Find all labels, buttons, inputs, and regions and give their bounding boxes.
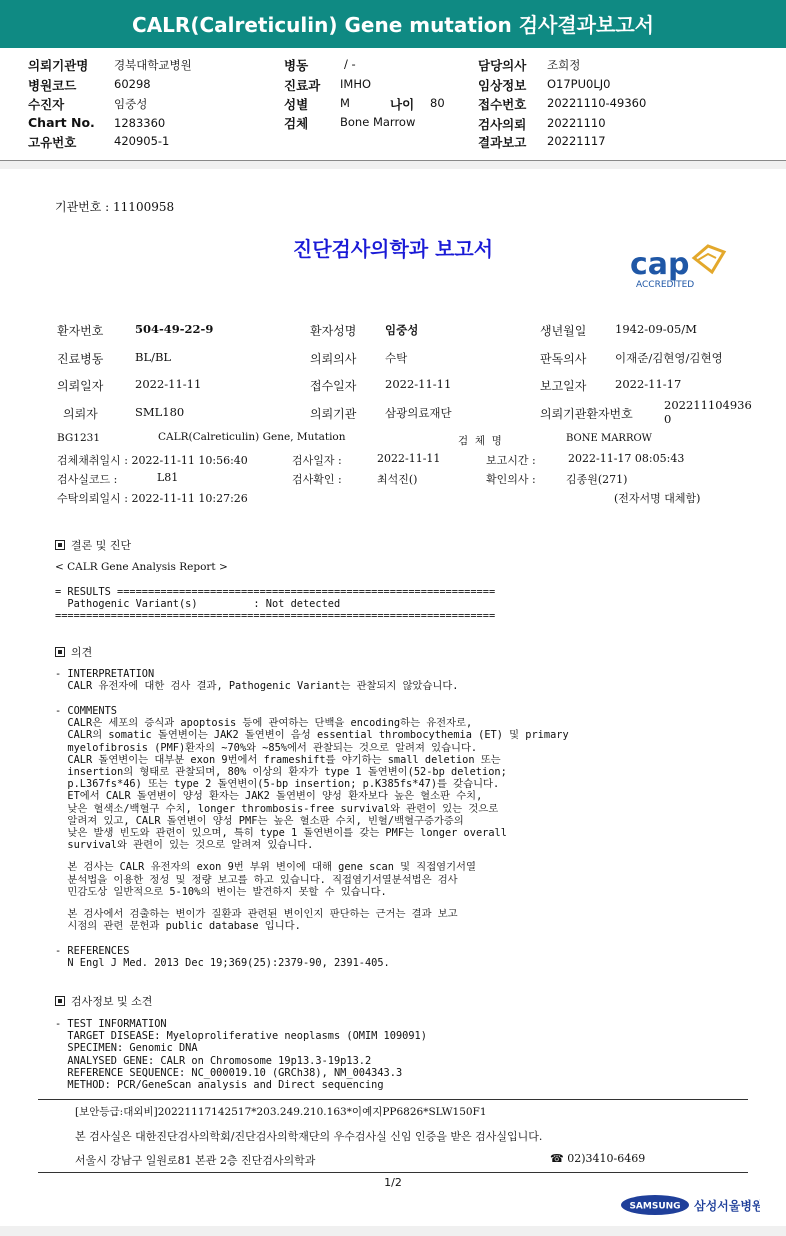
- comments-line: 낮은 발생 빈도와 관련이 있으며, 특히 type 1 돌연변이를 갖는 PMF는 longer overall: [55, 827, 507, 840]
- report-header-title: CALR(Calreticulin) Gene mutation 검사결과보고서: [0, 0, 786, 48]
- section-heading: [55, 537, 131, 553]
- patient-value: 수탁: [385, 351, 408, 365]
- results-line: Pathogenic Variant(s) : Not detected: [55, 598, 341, 611]
- test-info-line: TARGET DISEASE: Myeloproliferative neoplasms (OMIM 109091): [55, 1030, 427, 1043]
- info-value: 경북대학교병원: [114, 58, 192, 72]
- patient-label: 보고일자: [540, 379, 587, 393]
- patient-label: 진료병동: [57, 352, 104, 366]
- results-line: =======================================================================: [55, 610, 496, 623]
- test-meta-text: (전자서명 대체함): [614, 492, 701, 505]
- info-value: M: [340, 96, 350, 110]
- cap-accredited-logo: [628, 242, 738, 292]
- section-divider: [0, 161, 786, 169]
- comments-line: ET에서 CALR 돌연변이 양성 환자는 JAK2 돌연변이 양성 환자보다 높은 혈소판 수치,: [55, 790, 483, 803]
- specimen-label: 검 체 명: [458, 435, 502, 447]
- lab-phone: ☎ 02)3410-6469: [550, 1152, 646, 1165]
- square-bullet-icon: [55, 996, 65, 1006]
- patient-label: 생년월일: [540, 324, 587, 338]
- lab-address: 서울시 강남구 일원로81 본관 2층 진단검사의학과: [75, 1154, 316, 1167]
- info-label: 임상정보: [478, 78, 527, 93]
- results-line: = RESULTS =============================================================: [55, 586, 496, 598]
- square-bullet-icon: [55, 540, 65, 550]
- comments-line: p.L367fs*46) 또는 type 2 돌연변이(5-bp insertion; p.K385fs*47)를 갖습니다.: [55, 778, 500, 791]
- patient-label: 의뢰일자: [57, 379, 104, 393]
- patient-value: 202211104936: [664, 398, 752, 412]
- info-value: 20221117: [547, 134, 606, 148]
- comments-line: 시점의 관련 문헌과 public database 입니다.: [55, 920, 301, 933]
- section-title: 검사정보 및 소견: [71, 995, 153, 1008]
- footer-divider: [38, 1099, 748, 1100]
- report-title: 진단검사의학과 보고서: [292, 237, 494, 261]
- references-line: N Engl J Med. 2013 Dec 19;369(25):2379-90, 2391-405.: [55, 957, 390, 970]
- test-meta-text: 확인의사 :: [486, 473, 536, 486]
- info-value: 420905-1: [114, 134, 170, 148]
- info-value: 20221110: [547, 116, 606, 130]
- patient-label: 의뢰자: [63, 407, 98, 421]
- info-label: 수진자: [28, 97, 65, 112]
- security-line: [보안등급:대외비]20221117142517*203.249.210.163*이예지PP6826*SLW150F1: [75, 1106, 487, 1118]
- test-meta-text: 수탁의뢰일시 : 2022-11-11 10:27:26: [57, 492, 248, 505]
- test-meta-text: 검사실코드 :: [57, 473, 118, 486]
- patient-label: 접수일자: [310, 379, 357, 393]
- patient-value: 2022-11-17: [615, 377, 682, 391]
- comments-line: 알려져 있고, CALR 돌연변이 양성 PMF는 높은 혈소판 수치, 빈혈/백혈구증가증의: [55, 814, 464, 827]
- top-info-panel: [0, 48, 786, 161]
- test-code: BG1231: [57, 432, 101, 444]
- patient-label: 의뢰기관환자번호: [540, 407, 633, 421]
- test-info-line: ANALYSED GENE: CALR on Chromosome 19p13.3-19p13.2: [55, 1054, 372, 1067]
- patient-value: 이재준/김현영/김현영: [615, 351, 723, 365]
- info-label: 의뢰기관명: [28, 58, 89, 73]
- cap-logo-sub: ACCREDITED: [636, 280, 695, 290]
- comments-block: [55, 705, 569, 932]
- comments-line: survival와 관련이 있는 것으로 알려져 있습니다.: [55, 839, 314, 852]
- info-value: 조희정: [547, 58, 581, 72]
- bottom-bar: [0, 1226, 786, 1236]
- patient-value: 2022-11-11: [135, 377, 202, 391]
- info-value: 80: [430, 96, 445, 110]
- test-info-line: REFERENCE SEQUENCE: NC_000019.10 (GRCh38), NM_004343.3: [55, 1066, 403, 1079]
- specimen-value: BONE MARROW: [566, 433, 652, 444]
- comments-line: CALR의 somatic 돌연변이는 JAK2 돌연변이 음성 essential thrombocythemia (ET) 및 primary: [55, 729, 569, 742]
- patient-value: 삼광의료재단: [385, 406, 452, 420]
- patient-value: SML180: [135, 405, 185, 419]
- test-meta-text: 김종원(271): [566, 473, 628, 486]
- patient-name: 임중성: [385, 323, 419, 337]
- square-bullet-icon: [55, 647, 65, 657]
- info-label: 검사의뢰: [478, 117, 527, 132]
- patient-label: 의뢰의사: [310, 352, 357, 366]
- page-number: 1/2: [384, 1176, 402, 1189]
- info-value: 1283360: [114, 116, 166, 130]
- info-label: 병원코드: [28, 78, 77, 93]
- patient-label: 판독의사: [540, 352, 587, 366]
- patient-value: 2022-11-11: [385, 377, 452, 391]
- comments-line: - COMMENTS: [55, 705, 117, 717]
- patient-label: 환자성명: [310, 324, 357, 338]
- institution-number: 기관번호 : 11100958: [55, 200, 175, 214]
- info-label: 진료과: [284, 78, 321, 93]
- info-value: O17PU0LJ0: [547, 77, 611, 91]
- test-meta-text: 2022-11-11: [377, 452, 441, 465]
- patient-label: 의뢰기관: [310, 407, 357, 421]
- comments-line: insertion의 형태로 관찰되며, 80% 이상의 환자가 type 1 돌연변이(52-bp deletion;: [55, 766, 507, 779]
- interpretation-block: [55, 668, 459, 692]
- test-info-line: METHOD: PCR/GeneScan analysis and Direct sequencing: [55, 1079, 384, 1092]
- test-info-block: [55, 1018, 427, 1091]
- info-label: 성별: [284, 97, 309, 112]
- test-info-line: - TEST INFORMATION: [55, 1018, 167, 1030]
- test-meta-text: 보고시간 :: [486, 454, 536, 467]
- info-label: 고유번호: [28, 135, 77, 150]
- test-meta-text: 2022-11-17 08:05:43: [568, 452, 685, 465]
- comments-line: 본 검사에서 검출하는 변이가 질환과 관련된 변이인지 판단하는 근거는 결과 보고: [55, 908, 458, 921]
- test-meta-text: 검사일자 :: [292, 454, 342, 467]
- patient-value: 1942-09-05/M: [615, 322, 697, 336]
- interpretation-line: - INTERPRETATION: [55, 668, 155, 680]
- certification-text: 본 검사실은 대한진단검사의학회/진단검사의학재단의 우수검사실 신임 인증을 받은 검사실입니다.: [75, 1130, 543, 1143]
- comments-line: 분석법을 이용한 정성 및 정량 보고를 하고 있습니다. 직접염기서열분석법은 검사: [55, 873, 458, 886]
- patient-label: 환자번호: [57, 324, 104, 338]
- info-label: Chart No.: [28, 115, 95, 130]
- info-label: 나이: [390, 97, 415, 112]
- info-value: 임중성: [114, 97, 148, 111]
- comments-line: CALR은 세포의 증식과 apoptosis 등에 관여하는 단백을 encoding하는 유전자로,: [55, 717, 473, 730]
- comments-line: 민감도상 일반적으로 5-10%의 변이는 발견하지 못할 수 있습니다.: [55, 885, 387, 898]
- info-value: 20221110-49360: [547, 96, 647, 110]
- info-label: 검체: [284, 116, 309, 131]
- info-value: / -: [344, 57, 356, 71]
- section-title: 결론 및 진단: [71, 539, 132, 552]
- test-name: CALR(Calreticulin) Gene, Mutation: [158, 431, 346, 443]
- comments-line: 본 검사는 CALR 유전자의 exon 9번 부위 변이에 대해 gene scan 및 직접염기서열: [55, 861, 476, 874]
- comments-line: [55, 851, 569, 861]
- section-heading: [55, 644, 92, 660]
- footer-divider: [38, 1172, 748, 1173]
- test-meta-text: 최석진(): [377, 473, 418, 486]
- patient-number: 504-49-22-9: [135, 322, 214, 336]
- comments-line: [55, 898, 569, 908]
- samsung-hospital-logo: [620, 1194, 760, 1216]
- patient-value: BL/BL: [135, 350, 172, 364]
- section-title: 의견: [71, 646, 93, 659]
- interpretation-line: CALR 유전자에 대한 검사 결과, Pathogenic Variant는 관찰되지 않았습니다.: [55, 680, 459, 693]
- info-label: 접수번호: [478, 97, 527, 112]
- cap-logo-word: cap: [630, 247, 690, 282]
- references-block: [55, 945, 390, 969]
- comments-line: 낮은 혈색소/백혈구 수치, longer thrombosis-free survival와 관련이 있는 것으로: [55, 802, 499, 815]
- report-name: < CALR Gene Analysis Report >: [55, 561, 228, 573]
- info-label: 병동: [284, 58, 309, 73]
- references-line: - REFERENCES: [55, 945, 130, 957]
- info-label: 결과보고: [478, 135, 527, 150]
- samsung-logo-text: SAMSUNG: [629, 1201, 681, 1212]
- patient-value: 0: [664, 412, 672, 426]
- test-meta-text: 검체채취일시 : 2022-11-11 10:56:40: [57, 454, 248, 467]
- info-label: 담당의사: [478, 58, 527, 73]
- results-block: [55, 586, 495, 623]
- hospital-name: 삼성서울병원: [694, 1199, 760, 1213]
- comments-line: CALR 돌연변이는 대부분 exon 9번에서 frameshift를 야기하는 small deletion 또는: [55, 753, 501, 766]
- info-value: Bone Marrow: [340, 115, 416, 129]
- test-info-line: SPECIMEN: Genomic DNA: [55, 1042, 198, 1055]
- info-value: IMHO: [340, 77, 372, 91]
- test-meta-text: 검사확인 :: [292, 473, 342, 486]
- test-meta-text: L81: [157, 471, 179, 484]
- info-value: 60298: [114, 77, 151, 91]
- comments-line: myelofibrosis (PMF)환자의 ~70%와 ~85%에서 관찰되는 것으로 알려져 있습니다.: [55, 741, 478, 754]
- section-heading: [55, 993, 152, 1009]
